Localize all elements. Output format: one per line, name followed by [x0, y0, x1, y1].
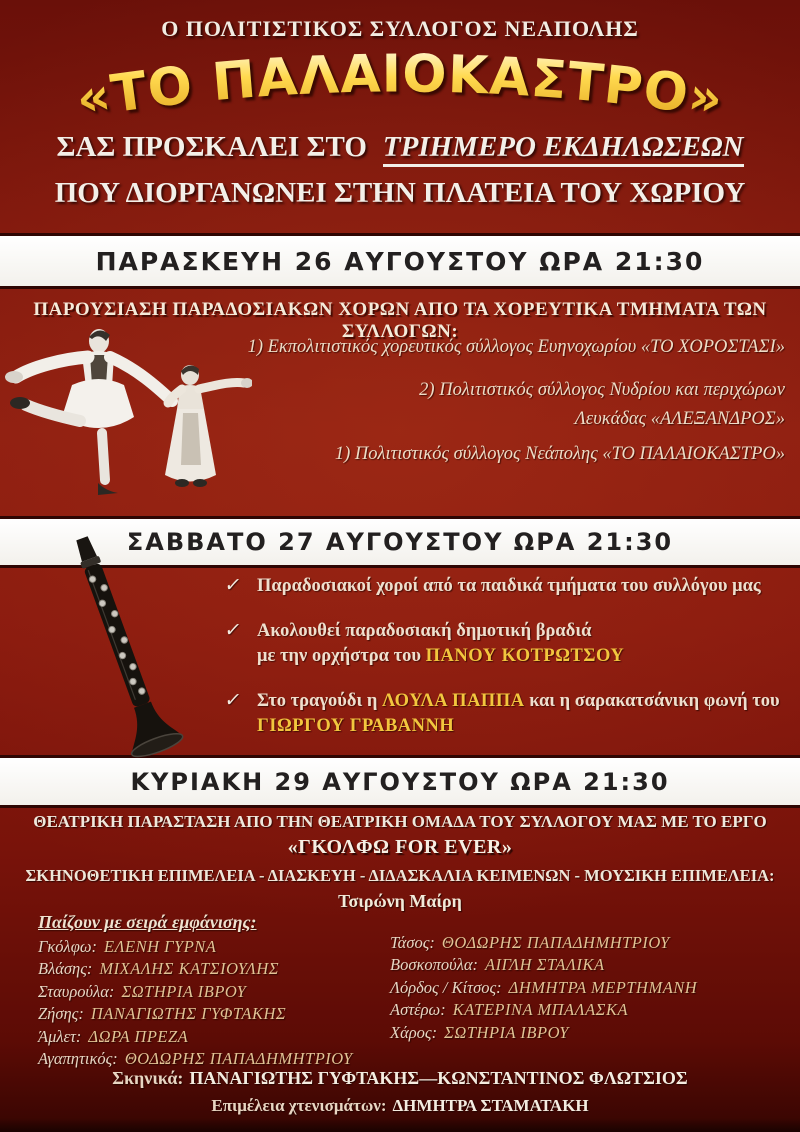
checkmark-icon: ✓	[223, 619, 243, 641]
list-item: Λευκάδας «ΑΛΕΞΑΝΔΡΟΣ»	[574, 409, 785, 429]
cast-role: Σταυρούλα:	[38, 981, 115, 1001]
hair-name: ΔΗΜΗΤΡΑ ΣΤΑΜΑΤΑΚΗ	[392, 1096, 589, 1115]
cast-list-header: Παίζουν με σειρά εμφάνισης:	[38, 912, 257, 932]
traditional-dancers-image	[2, 325, 252, 515]
cast-actor: ΔΗΜΗΤΡΑ ΜΕΡΤΗΜΑΝΗ	[508, 977, 698, 997]
cast-actor: ΘΟΔΩΡΗΣ ΠΑΠΑΔΗΜΗΤΡΙΟΥ	[441, 933, 670, 952]
date-banner-saturday: ΣΑΒΒΑΤΟ 27 ΑΥΓΟΥΣΤΟΥ ΩΡΑ 21:30	[0, 516, 800, 568]
cast-row	[38, 936, 378, 958]
poster-title-text: «ΤΟ ΠΑΛΑΙΟΚΑΣΤΡΟ»	[72, 44, 728, 131]
cast-role: Άμλετ:	[38, 1026, 82, 1046]
clarinet-image	[48, 536, 208, 786]
cast-actor: ΣΩΤΗΡΙΑ ΙΒΡΟΥ	[121, 981, 247, 1001]
cast-row	[38, 981, 378, 1003]
list-item: 1) Εκπολιτιστικός χορευτικός σύλλογος Ευηνοχωρίου «ΤΟ ΧΟΡΟΣΤΑΣΙ»	[247, 337, 785, 357]
orchestra-name: ΠΑΝΟΥ ΚΟΤΡΩΤΣΟΥ	[425, 646, 625, 666]
cast-actor: ΘΟΔΩΡΗΣ ΠΑΠΑΔΗΜΗΤΡΙΟΥ	[124, 1049, 353, 1069]
cast-row	[38, 958, 378, 980]
cast-role: Ζήσης:	[38, 1004, 84, 1024]
cast-row	[390, 1022, 790, 1044]
list-item	[225, 619, 790, 669]
date-banner-friday: ΠΑΡΑΣΚΕΥΗ 26 ΑΥΓΟΥΣΤΟΥ ΩΡΑ 21:30	[0, 233, 800, 289]
cast-actor: ΚΑΤΕΡΙΝΑ ΜΠΑΛΑΣΚΑ	[452, 1000, 629, 1020]
singer-name-2: ΓΙΩΡΓΟΥ ΓΡΑΒΑΝΝΗ	[257, 716, 455, 736]
organization-name: Ο ΠΟΛΙΤΙΣΤΙΚΟΣ ΣΥΛΛΟΓΟΣ ΝΕΑΠΟΛΗΣ	[161, 16, 639, 41]
cast-row	[390, 954, 790, 976]
cast-row	[38, 1026, 378, 1048]
checkmark-icon: ✓	[223, 574, 243, 596]
singer-prefix: Στο τραγούδι η	[257, 691, 382, 711]
cast-column-right	[390, 932, 790, 1044]
cast-actor: ΜΙΧΑΛΗΣ ΚΑΤΣΙΟΥΛΗΣ	[99, 959, 280, 979]
list-item-text	[257, 714, 790, 739]
cast-role: Βλάσης:	[38, 959, 93, 979]
list-item-text: Ακολουθεί παραδοσιακή δημοτική βραδιά	[257, 621, 592, 641]
scenery-names: ΠΑΝΑΓΙΩΤΗΣ ΓΥΦΤΑΚΗΣ—ΚΩΝΣΤΑΝΤΙΝΟΣ ΦΛΩΤΣΙΟΣ	[189, 1068, 688, 1088]
list-item-text: Παραδοσιακοί χοροί από τα παιδικά τμήματα του συλλόγου μας	[257, 576, 761, 596]
cast-row	[390, 977, 790, 999]
cast-role: Γκόλφω:	[38, 937, 97, 956]
hair-credit	[0, 1096, 800, 1116]
director-name: Τσιρώνη Μαίρη	[338, 891, 462, 911]
cast-role: Αγαπητικός:	[38, 1049, 118, 1069]
hair-label: Επιμέλεια χτενισμάτων:	[211, 1096, 387, 1115]
production-credits: ΣΚΗΝΟΘΕΤΙΚΗ ΕΠΙΜΕΛΕΙΑ - ΔΙΑΣΚΕΥΗ - ΔΙΔΑΣΚΑΛΙΑ ΚΕΙΜΕΝΩΝ - ΜΟΥΣΙΚΗ ΕΠΙΜΕΛΕΙΑ:	[25, 866, 775, 885]
list-item-text	[257, 644, 790, 669]
cast-actor: ΑΙΓΛΗ ΣΤΑΛΙΚΑ	[485, 955, 605, 975]
list-item	[225, 574, 790, 599]
orchestra-prefix: με την ορχήστρα του	[257, 646, 426, 666]
saturday-program-list	[225, 574, 790, 739]
poster-title	[20, 24, 780, 139]
cast-actor: ΣΩΤΗΡΙΑ ΙΒΡΟΥ	[444, 1022, 569, 1042]
list-item-text	[257, 689, 790, 714]
list-item: 2) Πολιτιστικός σύλλογος Νυδρίου και περιχώρων	[419, 380, 785, 400]
cast-role: Αστέρω:	[390, 1000, 446, 1020]
cast-role: Βοσκοπούλα:	[390, 955, 479, 975]
date-banner-sunday: ΚΥΡΙΑΚΗ 29 ΑΥΓΟΥΣΤΟΥ ΩΡΑ 21:30	[0, 755, 800, 808]
friday-program-list	[240, 334, 785, 467]
svg-text:«ΤΟ ΠΑΛΑΙΟΚΑΣΤΡΟ»	[72, 44, 727, 130]
cast-row	[38, 1003, 378, 1025]
cast-actor: ΠΑΝΑΓΙΩΤΗΣ ΓΥΦΤΑΚΗΣ	[90, 1004, 287, 1024]
list-item	[225, 689, 790, 739]
cast-role: Τάσος:	[390, 933, 435, 952]
checkmark-icon: ✓	[223, 689, 243, 711]
bottom-shadow	[0, 1118, 800, 1132]
friday-heading: ΠΑΡΟΥΣΙΑΣΗ ΠΑΡΑΔΟΣΙΑΚΩΝ ΧΟΡΩΝ ΑΠΟ ΤΑ ΧΟΡΕΥΤΙΚΑ ΤΜΗΜΑΤΑ ΤΩΝ ΣΥΛΛΟΓΩΝ:	[33, 299, 767, 342]
singer-name-1: ΛΟΥΛΑ ΠΑΠΠΑ	[381, 691, 525, 711]
cast-column-left	[38, 936, 378, 1070]
cast-role: Λόρδος / Κίτσος:	[390, 977, 502, 997]
singer-middle-text: και η σαρακατσάνικη φωνή του	[524, 691, 780, 711]
invite-highlight: ΤΡΙΗΜΕΡΟ ΕΚΔΗΛΩΣΕΩΝ	[383, 131, 744, 167]
cast-row	[390, 999, 790, 1021]
cast-row	[390, 932, 790, 954]
invite-line-2: ΠΟΥ ΔΙΟΡΓΑΝΩΝΕΙ ΣΤΗΝ ΠΛΑΤΕΙΑ ΤΟΥ ΧΩΡΙΟΥ	[54, 177, 746, 209]
scenery-credit	[0, 1068, 800, 1089]
list-item: 1) Πολιτιστικός σύλλογος Νεάπολης «ΤΟ ΠΑΛΑΙΟΚΑΣΤΡΟ»	[334, 444, 785, 464]
invite-prefix: ΣΑΣ ΠΡΟΣΚΑΛΕΙ ΣΤΟ	[56, 131, 367, 163]
scenery-label: Σκηνικά:	[112, 1068, 184, 1088]
theater-intro: ΘΕΑΤΡΙΚΗ ΠΑΡΑΣΤΑΣΗ ΑΠΟ ΤΗΝ ΘΕΑΤΡΙΚΗ ΟΜΑΔΑ ΤΟΥ ΣΥΛΛΟΓΟΥ ΜΑΣ ΜΕ ΤΟ ΕΡΓΟ	[33, 812, 767, 831]
cast-actor: ΕΛΕΝΗ ΓΥΡΝΑ	[103, 937, 217, 956]
cast-actor: ΔΩΡΑ ΠΡΕΖΑ	[88, 1026, 189, 1046]
invite-line-1	[0, 131, 800, 164]
cast-role: Χάρος:	[390, 1022, 438, 1042]
play-title: «ΓΚΟΛΦΩ FOR EVER»	[287, 836, 513, 858]
